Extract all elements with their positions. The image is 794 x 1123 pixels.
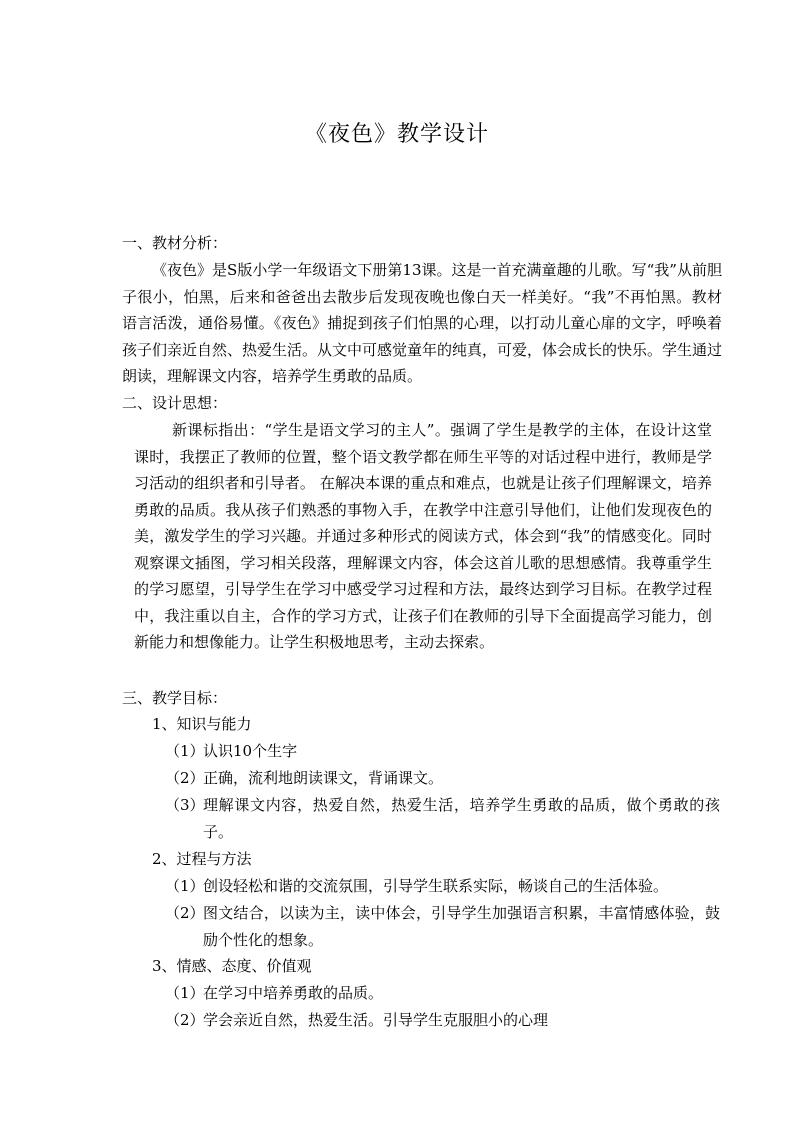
goal-item-number: （1） [165, 984, 205, 1002]
goal-group-title: 2、过程与方法 [152, 850, 252, 868]
goal-item [165, 900, 720, 954]
goal-item-text: 创设轻松和谐的交流氛围，引导学生联系实际，畅谈自己的生活体验。 [203, 877, 669, 895]
goal-item-number: （1） [165, 877, 205, 895]
page-title: 《夜色》教学设计 [304, 122, 489, 147]
goal-item-text: 在学习中培养勇敢的品质。 [203, 984, 384, 1002]
goal-group-title: 1、知识与能力 [152, 715, 252, 733]
goal-item-number: （1） [165, 742, 205, 760]
paragraph-design-thinking: 新课标指出：“学生是语文学习的主人”。强调了学生是教学的主体，在设计这堂课时，我摆正了教师的位置，整个语文教学都在师生平等的对话过程中进行，教师是学习活动的组织者和引导者。 在解决本课的重点和难点，也就是让孩子们理解课文，培养勇敢的品质。我从孩子们熟悉的事物入手，在教学中注意引导他们，让他们发现夜色的美，激发学生的学习兴趣。并通过多种形式的阅读方式，体会到“我”的情感变化。同时观察课文插图，学习相关段落，理解课文内容，体会这首儿歌的思想感情。我尊重学生的学习愿望，引导学生在学习中感受学习过程和方法，最终达到学习目标。在教学过程中，我注重以自主，合作的学习方式，让孩子们在教师的引导下全面提高学习能力，创新能力和想像能力。让学生积极地思考，主动去探索。 [134, 421, 712, 651]
goal-item-number: （2） [165, 769, 205, 787]
goal-item [165, 738, 720, 765]
goal-group-title: 3、情感、态度、价值观 [152, 957, 312, 975]
goal-item-text: 图文结合，以读为主，读中体会，引导学生加强语言积累，丰富情感体验，鼓励个性化的想象。 [203, 904, 720, 949]
goal-item-number: （2） [165, 904, 205, 922]
goal-item [165, 792, 720, 846]
goal-item [165, 980, 720, 1007]
goal-item-text: 学会亲近自然，热爱生活。引导学生克服胆小的心理 [203, 1011, 549, 1029]
goal-item-text: 理解课文内容，热爱自然，热爱生活，培养学生勇敢的品质，做个勇敢的孩子。 [203, 796, 720, 841]
section-heading-teaching-goals: 三、教学目标： [122, 689, 228, 707]
goal-item-number: （2） [165, 1011, 205, 1029]
section-heading-design-thinking: 二、设计思想： [122, 394, 228, 412]
section-heading-material-analysis: 一、教材分析： [122, 234, 228, 252]
goal-item [165, 873, 720, 900]
goal-item-number: （3） [165, 796, 205, 814]
goal-item [165, 1007, 720, 1034]
goal-item-text: 正确，流利地朗读课文，背诵课文。 [203, 769, 444, 787]
paragraph-material-analysis: 《夜色》是S版小学一年级语文下册第13课。这是一首充满童趣的儿歌。写“我”从前胆子很小，怕黑，后来和爸爸出去散步后发现夜晚也像白天一样美好。“我”不再怕黑。教材语言活泼，通俗易懂。《夜色》捕捉到孩子们怕黑的心理，以打动儿童心扉的文字，呼唤着孩子们亲近自然、热爱生活。从文中可感觉童年的纯真，可爱，体会成长的快乐。学生通过朗读，理解课文内容，培养学生勇敢的品质。 [122, 261, 723, 385]
goal-item [165, 765, 720, 792]
goal-item-text: 认识10个生字 [203, 742, 298, 760]
